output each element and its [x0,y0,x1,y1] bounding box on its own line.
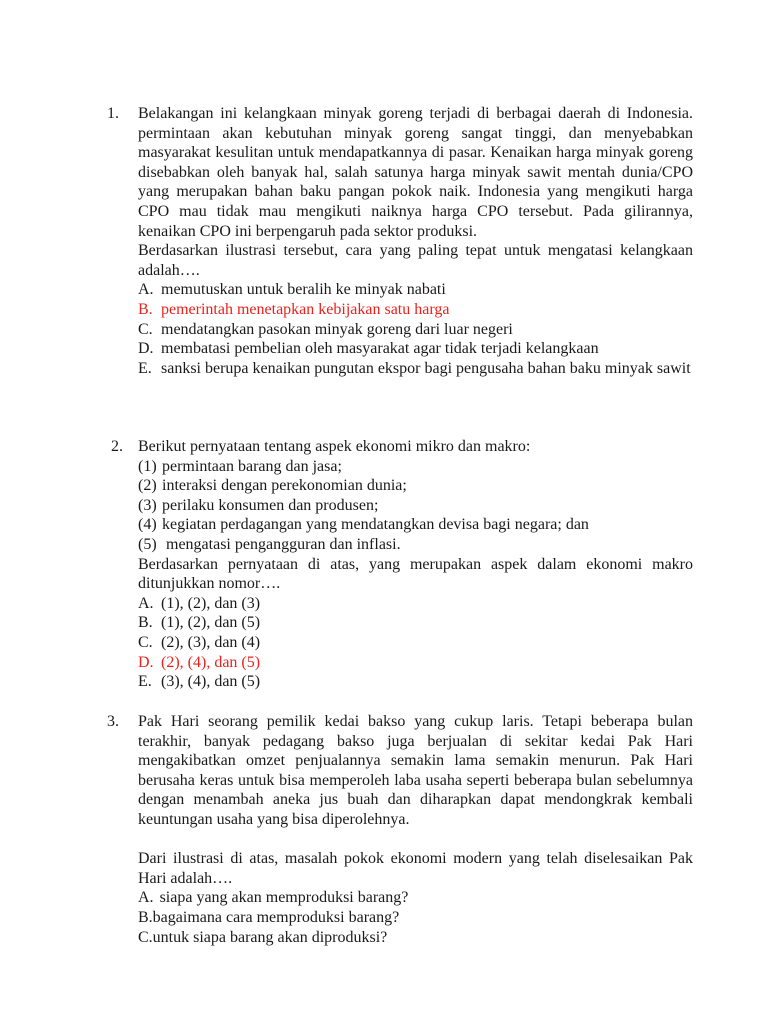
option-label: B. [138,908,153,926]
option-text: bagaimana cara memproduksi barang? [152,908,400,926]
statement-1 [138,457,693,477]
option-text: (2), (4), dan (5) [161,653,261,671]
question-number: 1. [107,105,119,122]
question-body [138,104,693,378]
option-text: sanksi berupa kenaikan pungutan ekspor bagi pengusaha bahan baku minyak sawit [161,359,691,377]
option-d[interactable] [138,339,693,359]
option-label: A. [138,594,154,612]
option-label: C. [138,633,153,651]
statement-2 [138,476,693,496]
answer-options [138,594,693,692]
option-e[interactable] [138,672,693,692]
option-label: A. [138,889,154,907]
statement-text: mengatasi pengangguran dan inflasi. [166,535,401,553]
statement-label: (1) [138,457,157,475]
statement-text: interaksi dengan perekonomian dunia; [162,477,407,495]
question-stem: Pak Hari seorang pemilik kedai bakso yang cukup laris. Tetapi beberapa bulan terakhir, banyak pedagang bakso juga berjualan di sekitar kedai Pak Hari mengakibatkan omzet penjualannya semakin lama semakin menurun. Pak Hari berusaha keras untuk bisa memperoleh laba usaha seperti beberapa bulan sebelumnya dengan menambah aneka jus buah dan diharapkan dapat mendongkrak kembali keuntungan usaha yang bisa diperolehnya. [138,713,693,828]
option-c[interactable] [138,928,693,948]
statement-label: (2) [138,477,157,495]
answer-options [138,888,693,947]
question-prompt: Dari ilustrasi di atas, masalah pokok ekonomi modern yang telah diselesaikan Pak Hari adalah…. [138,850,693,887]
option-text: siapa yang akan memproduksi barang? [159,889,409,907]
option-label: B. [138,614,153,632]
option-a[interactable] [138,280,693,300]
question-2 [107,437,697,692]
statement-text: kegiatan perdagangan yang mendatangkan devisa bagi negara; dan [162,516,589,534]
option-label: D. [138,653,154,671]
statement-3 [138,496,693,516]
option-text: mendatangkan pasokan minyak goreng dari luar negeri [161,320,513,338]
question-stem: Belakangan ini kelangkaan minyak goreng terjadi di berbagai daerah di Indonesia. permintaan akan kebutuhan minyak goreng sangat tinggi, dan menyebabkan masyarakat kesulitan untuk mendapatkannya di pasar. Kenaikan harga minyak goreng disebabkan oleh banyak hal, salah satunya harga minyak sawit mentah dunia/CPO yang merupakan bahan baku pangan pokok naik. Indonesia yang mengikuti harga CPO mau tidak mau mengikuti naiknya harga CPO tersebut. Pada gilirannya, kenaikan CPO ini berpengaruh pada sektor produksi. [138,105,693,240]
option-text: pemerintah menetapkan kebijakan satu harga [161,300,450,318]
option-label: C. [138,928,153,946]
statement-5 [138,535,693,555]
option-c[interactable] [138,320,693,340]
question-1 [107,104,697,378]
option-text: untuk siapa barang akan diproduksi? [152,928,388,946]
question-stem: Berikut pernyataan tentang aspek ekonomi mikro dan makro: [138,438,531,455]
statement-label: (5) [138,535,157,553]
statement-text: permintaan barang dan jasa; [162,457,342,475]
question-number: 2. [111,438,123,455]
option-text: (1), (2), dan (5) [161,614,261,632]
question-body [138,437,693,692]
option-text: membatasi pembelian oleh masyarakat agar tidak terjadi kelangkaan [161,340,599,358]
option-text: (1), (2), dan (3) [161,594,261,612]
option-label: C. [138,320,153,338]
option-a[interactable] [138,888,693,908]
statement-label: (4) [138,516,157,534]
option-text: (2), (3), dan (4) [161,633,261,651]
question-prompt: Berdasarkan pernyataan di atas, yang merupakan aspek dalam ekonomi makro ditunjukkan nomor…. [138,555,693,593]
statement-label: (3) [138,496,157,514]
statement-text: perilaku konsumen dan produsen; [162,496,379,514]
option-label: D. [138,340,154,358]
option-a[interactable] [138,594,693,614]
answer-options [138,280,693,378]
option-c[interactable] [138,633,693,653]
option-b[interactable] [138,613,693,633]
question-3 [107,712,697,947]
question-body [138,712,693,947]
option-label: E. [138,673,152,691]
option-b-correct[interactable] [138,300,693,320]
option-label: B. [138,300,153,318]
option-label: E. [138,359,152,377]
option-d-correct[interactable] [138,653,693,673]
option-e[interactable] [138,359,693,379]
statement-list [138,457,693,555]
option-b[interactable] [138,908,693,928]
option-text: memutuskan untuk beralih ke minyak nabati [161,281,446,299]
question-number: 3. [107,713,119,730]
option-label: A. [138,281,154,299]
statement-4 [138,515,693,535]
option-text: (3), (4), dan (5) [161,673,261,691]
question-prompt: Berdasarkan ilustrasi tersebut, cara yang paling tepat untuk mengatasi kelangkaan adalah…. [138,242,693,279]
